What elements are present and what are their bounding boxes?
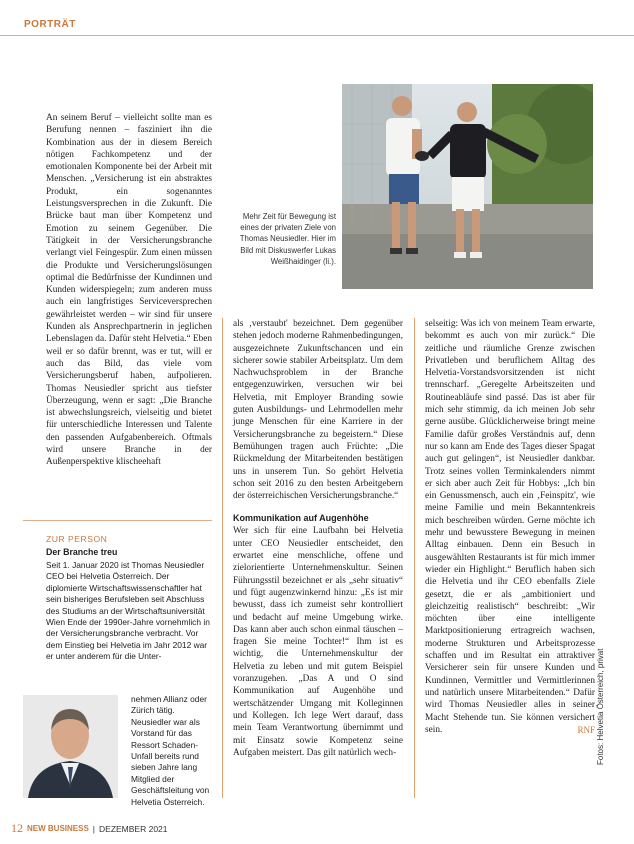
author-signature: RNF xyxy=(577,724,595,735)
page-number: 12 xyxy=(11,821,23,835)
photo-caption: Mehr Zeit für Bewegung ist eines der privaten Ziele von Thomas Neusiedler. Hier im Bild mit Diskuswerfer Lukas Weißhaidinger (li.). xyxy=(239,212,336,266)
article-column-3 xyxy=(425,318,595,736)
footer-separator: | xyxy=(92,823,96,834)
column-2-paragraph: Wer sich für eine Laufbahn bei Helvetia unter CEO Neusiedler entscheidet, den erwartet eine menschliche, offene und zielorientierte Unternehmenskultur. Seinen Führungsstil bezeichnet er als „sehr situativ“ und fügt augenzwinkernd hinzu: „Es ist mir bewusst, dass ich zumeist sehr kontrolliert und bedacht auf meine Umgebung wirke. Das kann aber auch schon einmal täuschen – fragen Sie meine Tochter!“ Ihm ist es wichtig, die Unternehmenskultur der Helvetia zu leben und mit gutem Beispiel voranzugehen. „Das A und O sind Kommunikation auf Augenhöhe und wertschätzender Umgang mit Kolleginnen und Kollegen. Ich lege Wert darauf, dass mein Team Verantwortung übernimmt und mit Einsatz sowie Kompetenz seine Aufgaben meistert. Das gilt natürlich wech- xyxy=(233,526,403,758)
column-divider-1 xyxy=(222,318,223,798)
issue-date: DEZEMBER 2021 xyxy=(99,823,168,834)
portrait-photo xyxy=(23,695,118,798)
person-box-label: ZUR PERSON xyxy=(46,534,108,544)
sports-photo xyxy=(342,84,593,289)
photo-credit: Fotos: Helvetia Österreich, privat xyxy=(596,648,605,765)
header-rule xyxy=(0,35,634,36)
person-box-text-continued: nehmen Allianz oder Zürich tätig. Neusiedler war als Vorstand für das Ressort Schaden-Unfall bereits rund sieben Jahre lang Mitglied der Geschäftsleitung von Helvetia Österreich. xyxy=(131,694,210,807)
article-column-1: An seinem Beruf – vielleicht sollte man es Berufung nennen – fasziniert ihn die Kombination aus der in diesem Bereich nötigen Fachkompetenz und der emotionalen Komponente bei der Arbeit mit Menschen. „Versicherung ist ein abstraktes Produkt, ein sogenanntes Leistungsversprechen in die Zukunft. Die Brücke baut man über Kompetenz und Emotion zu seinem Gegenüber. Die Tätigkeit in der Versicherungsbranche verlangt viel Feingespür. Zum einen müssen die Produkte und Versicherungslösungen optimal die Bedürfnisse der Kundinnen und Kunden widerspiegeln; zum anderen muss auch ein langfristiges Serviceversprechen gewährleistet werden – wir sind für unsere Kunden als Ansprechpartnerin in jeglichen Lebenslagen da. Dafür steht Helvetia.“ Eben weil er so dafür brennt, was er tut, will er auch das Bild, das viele vom Versicherungsberuf haben, aufpolieren. Thomas Neusiedler spricht aus tiefster Überzeugung, wenn er sagt: „Die Branche ist abwechslungsreich, vielseitig und bietet für unterschiedliche Interessen und Talente den passenden Aufgabenbereich. Oftmals wird unsere Branche in der Außenperspektive klischeehaft xyxy=(46,113,212,468)
person-box-text: Seit 1. Januar 2020 ist Thomas Neusiedler CEO bei Helvetia Österreich. Der diplomierte Wirtschaftswissenschaftler hat sein bisheriges Berufsleben seit Abschluss des Studiums an der Wirtschaftsuniversität Wien Ende der 1990er-Jahre vornehmlich in der Versicherungsbranche verbracht. Vor dem Einstieg bei Helvetia im Jahr 2012 war er unter anderem für die Unter- xyxy=(46,560,210,662)
subheading: Kommunikation auf Augenhöhe xyxy=(233,513,369,524)
page-footer xyxy=(11,821,168,836)
article-column-2 xyxy=(233,318,403,759)
section-label: PORTRÄT xyxy=(24,19,76,30)
column-2-paragraph: als ‚verstaubt' bezeichnet. Dem gegenüber stehen jedoch moderne Rahmenbedingungen, ausgezeichnete Zukunftschancen und ein sicherer sowie stabiler Arbeitsplatz. Um dem Nachwuchsproblem in der Branche entgegenzuwirken, versuchen wir bei Helvetia, mit Employer Branding sowie guten Ausbildungs- und Lehrmodellen mehr junge Menschen für eine Karriere in der Versicherungsbranche zu begeistern.“ Diese Bemühungen tragen auch Früchte: „Die Rückmeldung der Mitarbeitenden bestätigen uns in unserem Tun. So gehört Helvetia schon seit 2016 zu den besten Arbeitgebern der österreichischen Versicherungsbranche.“ xyxy=(233,319,403,502)
magazine-name: NEW BUSINESS xyxy=(27,824,89,833)
person-box-heading: Der Branche treu xyxy=(46,547,118,557)
person-box-rule xyxy=(23,520,212,521)
column-3-text: selseitig: Was ich von meinem Team erwarte, bekommt es auch von mir zurück.“ Die zeitliche und räumliche Grenze zwischen Privatleben und beruflichem Alltag des Helvetia-Vorstandsvorsitzenden ist nicht trennscharf. „Geregelte Arbeitszeiten und Routineabläufe sind passé. Das ist aber für mich sehr stimmig, da ich meinen Job sehr gerne ausübe. Glücklicherweise bringt meine Familie dafür großes Verständnis auf, denn nur so kann am Ende des Tages dieser Spagat auch gut gelingen“, ist Neusiedler dankbar. Trotz seines vollen Terminkalenders nimmt er sich aber auch Zeit für Hobbys: „Ich bin ein Genussmensch, auch ein ‚Feinspitz', wie meine Familie und mein Bekanntenkreis mich beschreiben würden. Gerne möchte ich mehr und bewusstere Bewegung in meinen Alltag einbauen. Denn ein Besuch in ausgewählten Restaurants ist für mich immer wieder ein Highlight.“ Beruflich haben sich die Helvetia und ihr CEO ebenfalls Ziele gesetzt, die er als „ambitioniert und gleichzeitig realistisch“ beschreibt: „Wir möchten über eine intelligente Marktpositionierung ertragreich wachsen, moderne Strukturen und Arbeitsprozesse schaffen und im Resultat ein attraktiver Versicherer sein für unsere Kunden und Kundinnen, Vermittler und Vermittlerinnen und natürlich unsere Mitarbeitenden.“ Dafür wird Thomas Neusiedler alles in seiner Macht Stehende tun. Sie können versichert sein. xyxy=(425,319,595,735)
column-divider-2 xyxy=(414,318,415,798)
